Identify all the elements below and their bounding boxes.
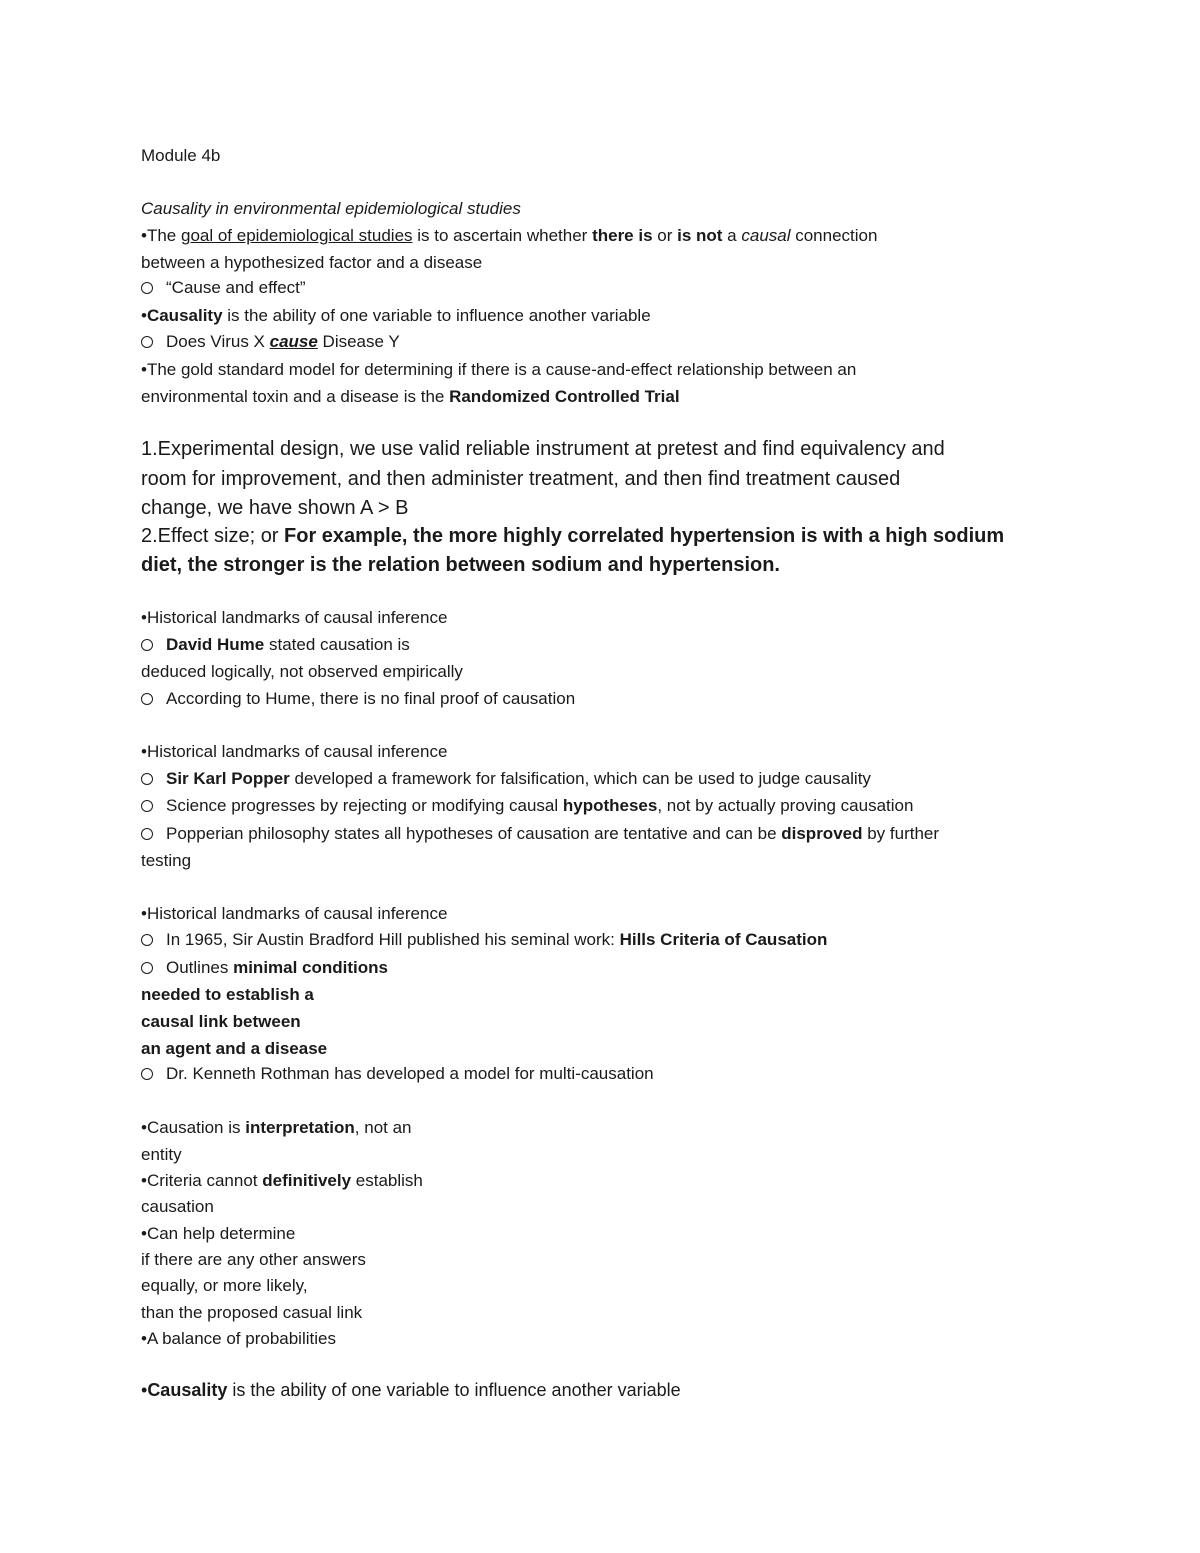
bullet-icon: •: [141, 226, 147, 245]
sub-science: Science progresses by rejecting or modifying causal hypotheses, not by actually proving causation: [141, 796, 913, 816]
hist-heading-1: •Historical landmarks of causal inference: [141, 608, 448, 627]
circle-bullet-icon: [141, 282, 153, 294]
numbered-item-2-cont: diet, the stronger is the relation between sodium and hypertension.: [141, 554, 780, 576]
bullet-icon: •: [141, 1380, 148, 1400]
section-title: Causality in environmental epidemiological studies: [141, 199, 521, 218]
circle-bullet-icon: [141, 934, 153, 946]
circle-bullet-icon: [141, 800, 153, 812]
bullet-icon: •: [141, 1224, 147, 1243]
bullet-gold-standard-cont: environmental toxin and a disease is the Randomized Controlled Trial: [141, 387, 680, 406]
bullet-criteria-cont: causation: [141, 1197, 214, 1216]
circle-bullet-icon: [141, 962, 153, 974]
sub-popperian: Popperian philosophy states all hypotheses of causation are tentative and can be disproved by further: [141, 824, 939, 844]
bullet-interpretation-cont: entity: [141, 1145, 182, 1164]
bullet-determine-cont: than the proposed casual link: [141, 1303, 363, 1322]
numbered-item-1-cont: room for improvement, and then administer treatment, and then find treatment caused: [141, 468, 901, 490]
bullet-icon: •: [141, 904, 147, 923]
bullet-causality: •Causality is the ability of one variable to influence another variable: [141, 306, 651, 325]
bullet-gold-standard: •The gold standard model for determining if there is a cause-and-effect relationship between an: [141, 360, 857, 379]
bullet-icon: •: [141, 1171, 147, 1190]
sub-popper: Sir Karl Popper developed a framework for falsification, which can be used to judge causality: [141, 769, 871, 789]
sub-popperian-cont: testing: [141, 851, 192, 870]
circle-bullet-icon: [141, 1068, 153, 1080]
circle-bullet-icon: [141, 828, 153, 840]
sub-cause-effect: “Cause and effect”: [141, 278, 306, 298]
bullet-determine-cont: if there are any other answers: [141, 1250, 366, 1269]
module-title: Module 4b: [141, 146, 221, 165]
numbered-item-2: 2.Effect size; or For example, the more highly correlated hypertension is with a high sodium: [141, 525, 1005, 547]
circle-bullet-icon: [141, 693, 153, 705]
sub-hill: In 1965, Sir Austin Bradford Hill published his seminal work: Hills Criteria of Causation: [141, 930, 827, 950]
sub-virus: Does Virus X cause Disease Y: [141, 332, 400, 352]
circle-bullet-icon: [141, 773, 153, 785]
bullet-icon: •: [141, 1118, 147, 1137]
bullet-icon: •: [141, 742, 147, 761]
sub-outlines-cont: an agent and a disease: [141, 1039, 328, 1058]
bullet-goal: •The goal of epidemiological studies is to ascertain whether there is or is not a causal connection: [141, 226, 878, 245]
bullet-icon: •: [141, 1329, 147, 1348]
bullet-icon: •: [141, 608, 147, 627]
bullet-icon: •: [141, 360, 147, 379]
bullet-balance: •A balance of probabilities: [141, 1329, 336, 1348]
sub-outlines-cont: causal link between: [141, 1012, 301, 1031]
circle-bullet-icon: [141, 639, 153, 651]
sub-rothman: Dr. Kenneth Rothman has developed a model for multi-causation: [141, 1064, 654, 1084]
bullet-icon: •: [141, 306, 147, 325]
sub-outlines-cont: needed to establish a: [141, 985, 314, 1004]
hist-heading-3: •Historical landmarks of causal inference: [141, 904, 448, 923]
numbered-item-1-cont: change, we have shown A > B: [141, 497, 409, 519]
bullet-determine: •Can help determine: [141, 1224, 296, 1243]
bullet-determine-cont: equally, or more likely,: [141, 1276, 308, 1295]
sub-outlines: Outlines minimal conditions: [141, 958, 388, 978]
numbered-item-1: 1.Experimental design, we use valid reliable instrument at pretest and find equivalency and: [141, 438, 945, 460]
hist-heading-2: •Historical landmarks of causal inference: [141, 742, 448, 761]
closing-statement: •Causality is the ability of one variable to influence another variable: [141, 1380, 681, 1400]
sub-hume-2: According to Hume, there is no final proof of causation: [141, 689, 575, 709]
circle-bullet-icon: [141, 336, 153, 348]
bullet-interpretation: •Causation is interpretation, not an: [141, 1118, 412, 1137]
sub-hume-cont: deduced logically, not observed empirically: [141, 662, 463, 681]
bullet-criteria: •Criteria cannot definitively establish: [141, 1171, 423, 1190]
bullet-goal-cont: between a hypothesized factor and a disease: [141, 253, 483, 272]
sub-hume: David Hume stated causation is: [141, 635, 410, 655]
